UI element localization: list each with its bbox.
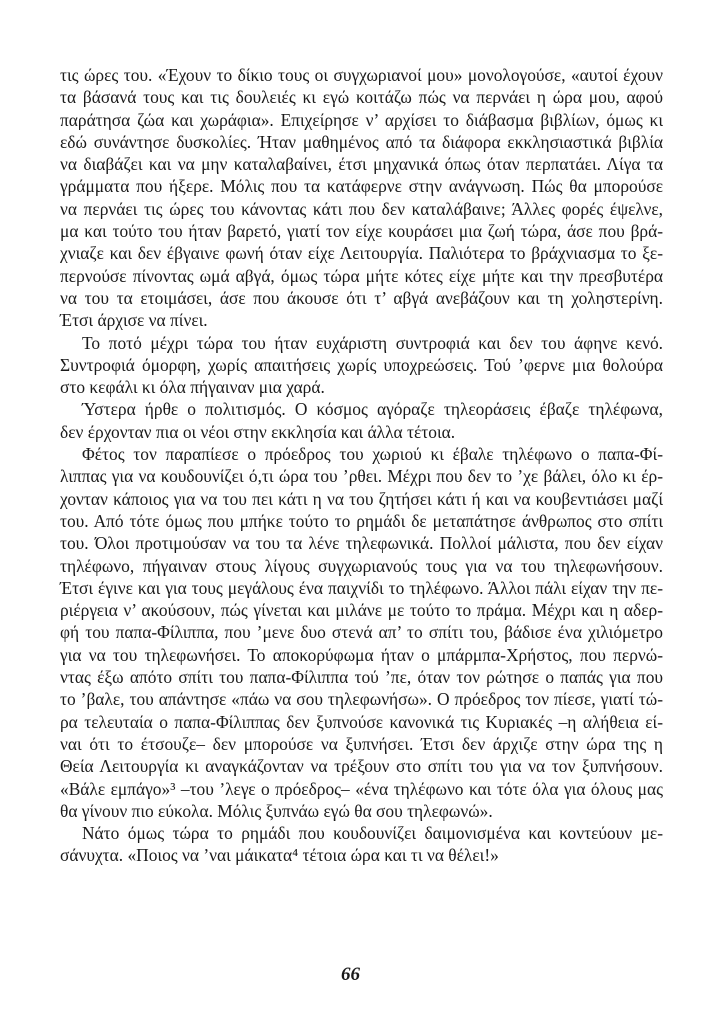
text-line: για να του τηλεφωνήσει. Το αποκορύφωμα ήταν ο μπάρμπα-Χρήστος, που περνώ- <box>60 644 663 665</box>
text-line: τα βάσανά τους και τις δουλειές κι εγώ κοιτάζω πώς να περνάει η ώρα μου, αφού <box>60 87 663 108</box>
body-text <box>60 64 663 867</box>
text-line: ριέργεια ν’ ακούσουν, πώς γίνεται και μιλάνε με τούτο το πράμα. Μέχρι και η αδερ- <box>60 600 663 621</box>
text-line: του. Όλοι προτιμούσαν να του τα λένε τηλεφωνικά. Πολλοί μάλιστα, που δεν είχαν <box>60 533 663 554</box>
text-line: εδώ συνάντησε δυσκολίες. Ήταν μαθημένος από τα διάφορα εκκλησιαστικά βιβλία <box>60 131 663 152</box>
text-line: λιππας για να κουδουνίζει ό,τι ώρα του ’ρθει. Μέχρι που δεν το ’χε βάλει, όλο κι έρ- <box>60 466 663 487</box>
page-number: 66 <box>341 964 360 985</box>
text-line: να διαβάζει και να μην καταλαβαίνει, έτσι μηχανικά όπως όταν περπατάει. Λίγα τα <box>60 154 663 175</box>
text-line: δεν έρχονταν πια οι νέοι στην εκκλησία και άλλα τέτοια. <box>60 421 456 442</box>
text-line: φή του παπα-Φίλιππα, που ’μενε δυο στενά απ’ το σπίτι του, βάδισε ένα χιλιόμετρο <box>60 622 663 643</box>
text-line: Έτσι άρχισε να πίνει. <box>60 310 208 331</box>
text-line: Θεία Λειτουργία κι αναγκάζονταν να τρέξουν στο σπίτι του για να τον ξυπνήσουν. <box>60 756 663 777</box>
paragraph <box>60 822 663 867</box>
text-line: σάνυχτα. «Ποιος να ’ναι μάικατα⁴ τέτοια ώρα και τι να θέλει!» <box>60 845 499 866</box>
paragraph <box>60 398 663 443</box>
paragraph <box>60 443 663 822</box>
paragraph <box>60 332 663 399</box>
text-line: Νάτο όμως τώρα το ρημάδι που κουδουνίζει δαιμονισμένα και κοντεύουν με- <box>82 823 663 844</box>
text-line: χονταν κάποιος για να του πει κάτι η να του ζητήσει κάτι ή και να κουβεντιάσει μαζί <box>60 488 663 509</box>
text-line: ντας έξω απότο σπίτι του παπα-Φίλιππα τού ’πε, όταν τον ρώτησε ο παπάς για που <box>60 667 663 688</box>
text-line: χνιαζε και δεν έβγαινε φωνή όταν είχε Λειτουργία. Παλιότερα το βράχνιασμα το ξε- <box>60 243 663 264</box>
text-line: τηλέφωνο, πήγαιναν στους λίγους συγχωριανούς τους για να του τηλεφωνήσουν. <box>60 555 663 576</box>
paragraph <box>60 64 663 332</box>
text-line: Φέτος τον παραπίεσε ο πρόεδρος του χωριού κι έβαλε τηλέφωνο ο παπα-Φί- <box>82 444 663 465</box>
text-line: το ’βαλε, του απάντησε «πάω να σου τηλεφωνήσω». Ο πρόεδρος τον πίεσε, γιατί τώ- <box>60 689 663 710</box>
text-line: Το ποτό μέχρι τώρα του ήταν ευχάριστη συντροφιά και δεν του άφηνε κενό. <box>82 332 663 353</box>
text-line: θα γίνουν πιο εύκολα. Μόλις ξυπνάω εγώ θα σου τηλεφωνώ». <box>60 800 493 821</box>
text-line: Ύστερα ήρθε ο πολιτισμός. Ο κόσμος αγόραζε τηλεοράσεις έβαζε τηλέφωνα, <box>82 399 663 420</box>
text-line: Έτσι έγινε και για τους μεγάλους ένα παιχνίδι το τηλέφωνο. Άλλοι πάλι είχαν την πε- <box>60 577 663 598</box>
text-line: παράτησα ζώα και χωράφια». Επιχείρησε ν’ αρχίσει το διάβασμα βιβλίων, όμως κι <box>60 109 663 130</box>
text-line: ρα τελευταία ο παπα-Φίλιππας δεν ξυπνούσε κανονικά τις Κυριακές –η αλήθεια εί- <box>60 711 663 732</box>
text-line: στο κεφάλι κι όλα πήγαιναν μια χαρά. <box>60 377 325 398</box>
text-line: να του τα ετοιμάσει, άσε που άκουσε ότι τ’ αβγά ανεβάζουν και τη χοληστερίνη. <box>60 287 663 308</box>
text-line: «Βάλε εμπάγο»³ –του ’λεγε ο πρόεδρος– «ένα τηλέφωνο και τότε όλα για όλους μας <box>60 778 663 799</box>
text-line: του. Από τότε όμως που μπήκε τούτο το ρημάδι δε μεταπάτησε άνθρωπος στο σπίτι <box>60 510 663 531</box>
text-line: περνούσε πίνοντας ωμά αβγά, όμως τώρα μήτε κότες είχε μήτε και την πρεσβυτέρα <box>60 265 663 286</box>
text-line: τις ώρες του. «Έχουν το δίκιο τους οι συγχωριανοί μου» μονολογούσε, «αυτοί έχουν <box>60 65 663 85</box>
text-line: να περνάει τις ώρες του κάνοντας κάτι που δεν καταλάβαινε; Άλλες φορές έψελνε, <box>60 198 663 219</box>
text-line: γράμματα που ήξερε. Μόλις που τα κατάφερνε στην ανάγνωση. Πώς θα μπορούσε <box>60 176 663 197</box>
text-line: ναι ότι το έτσουζε– δεν μπορούσε να ξυπνήσει. Έτσι δεν άρχιζε στην ώρα της η <box>60 733 663 754</box>
text-line: Συντροφιά όμορφη, χωρίς απαιτήσεις χωρίς υποχρεώσεις. Τού ’φερνε μια θολούρα <box>60 354 663 375</box>
text-line: μα και τούτο του ήταν βαρετό, γιατί τον είχε κουράσει μια ζωή τώρα, άσε που βρά- <box>60 221 663 242</box>
